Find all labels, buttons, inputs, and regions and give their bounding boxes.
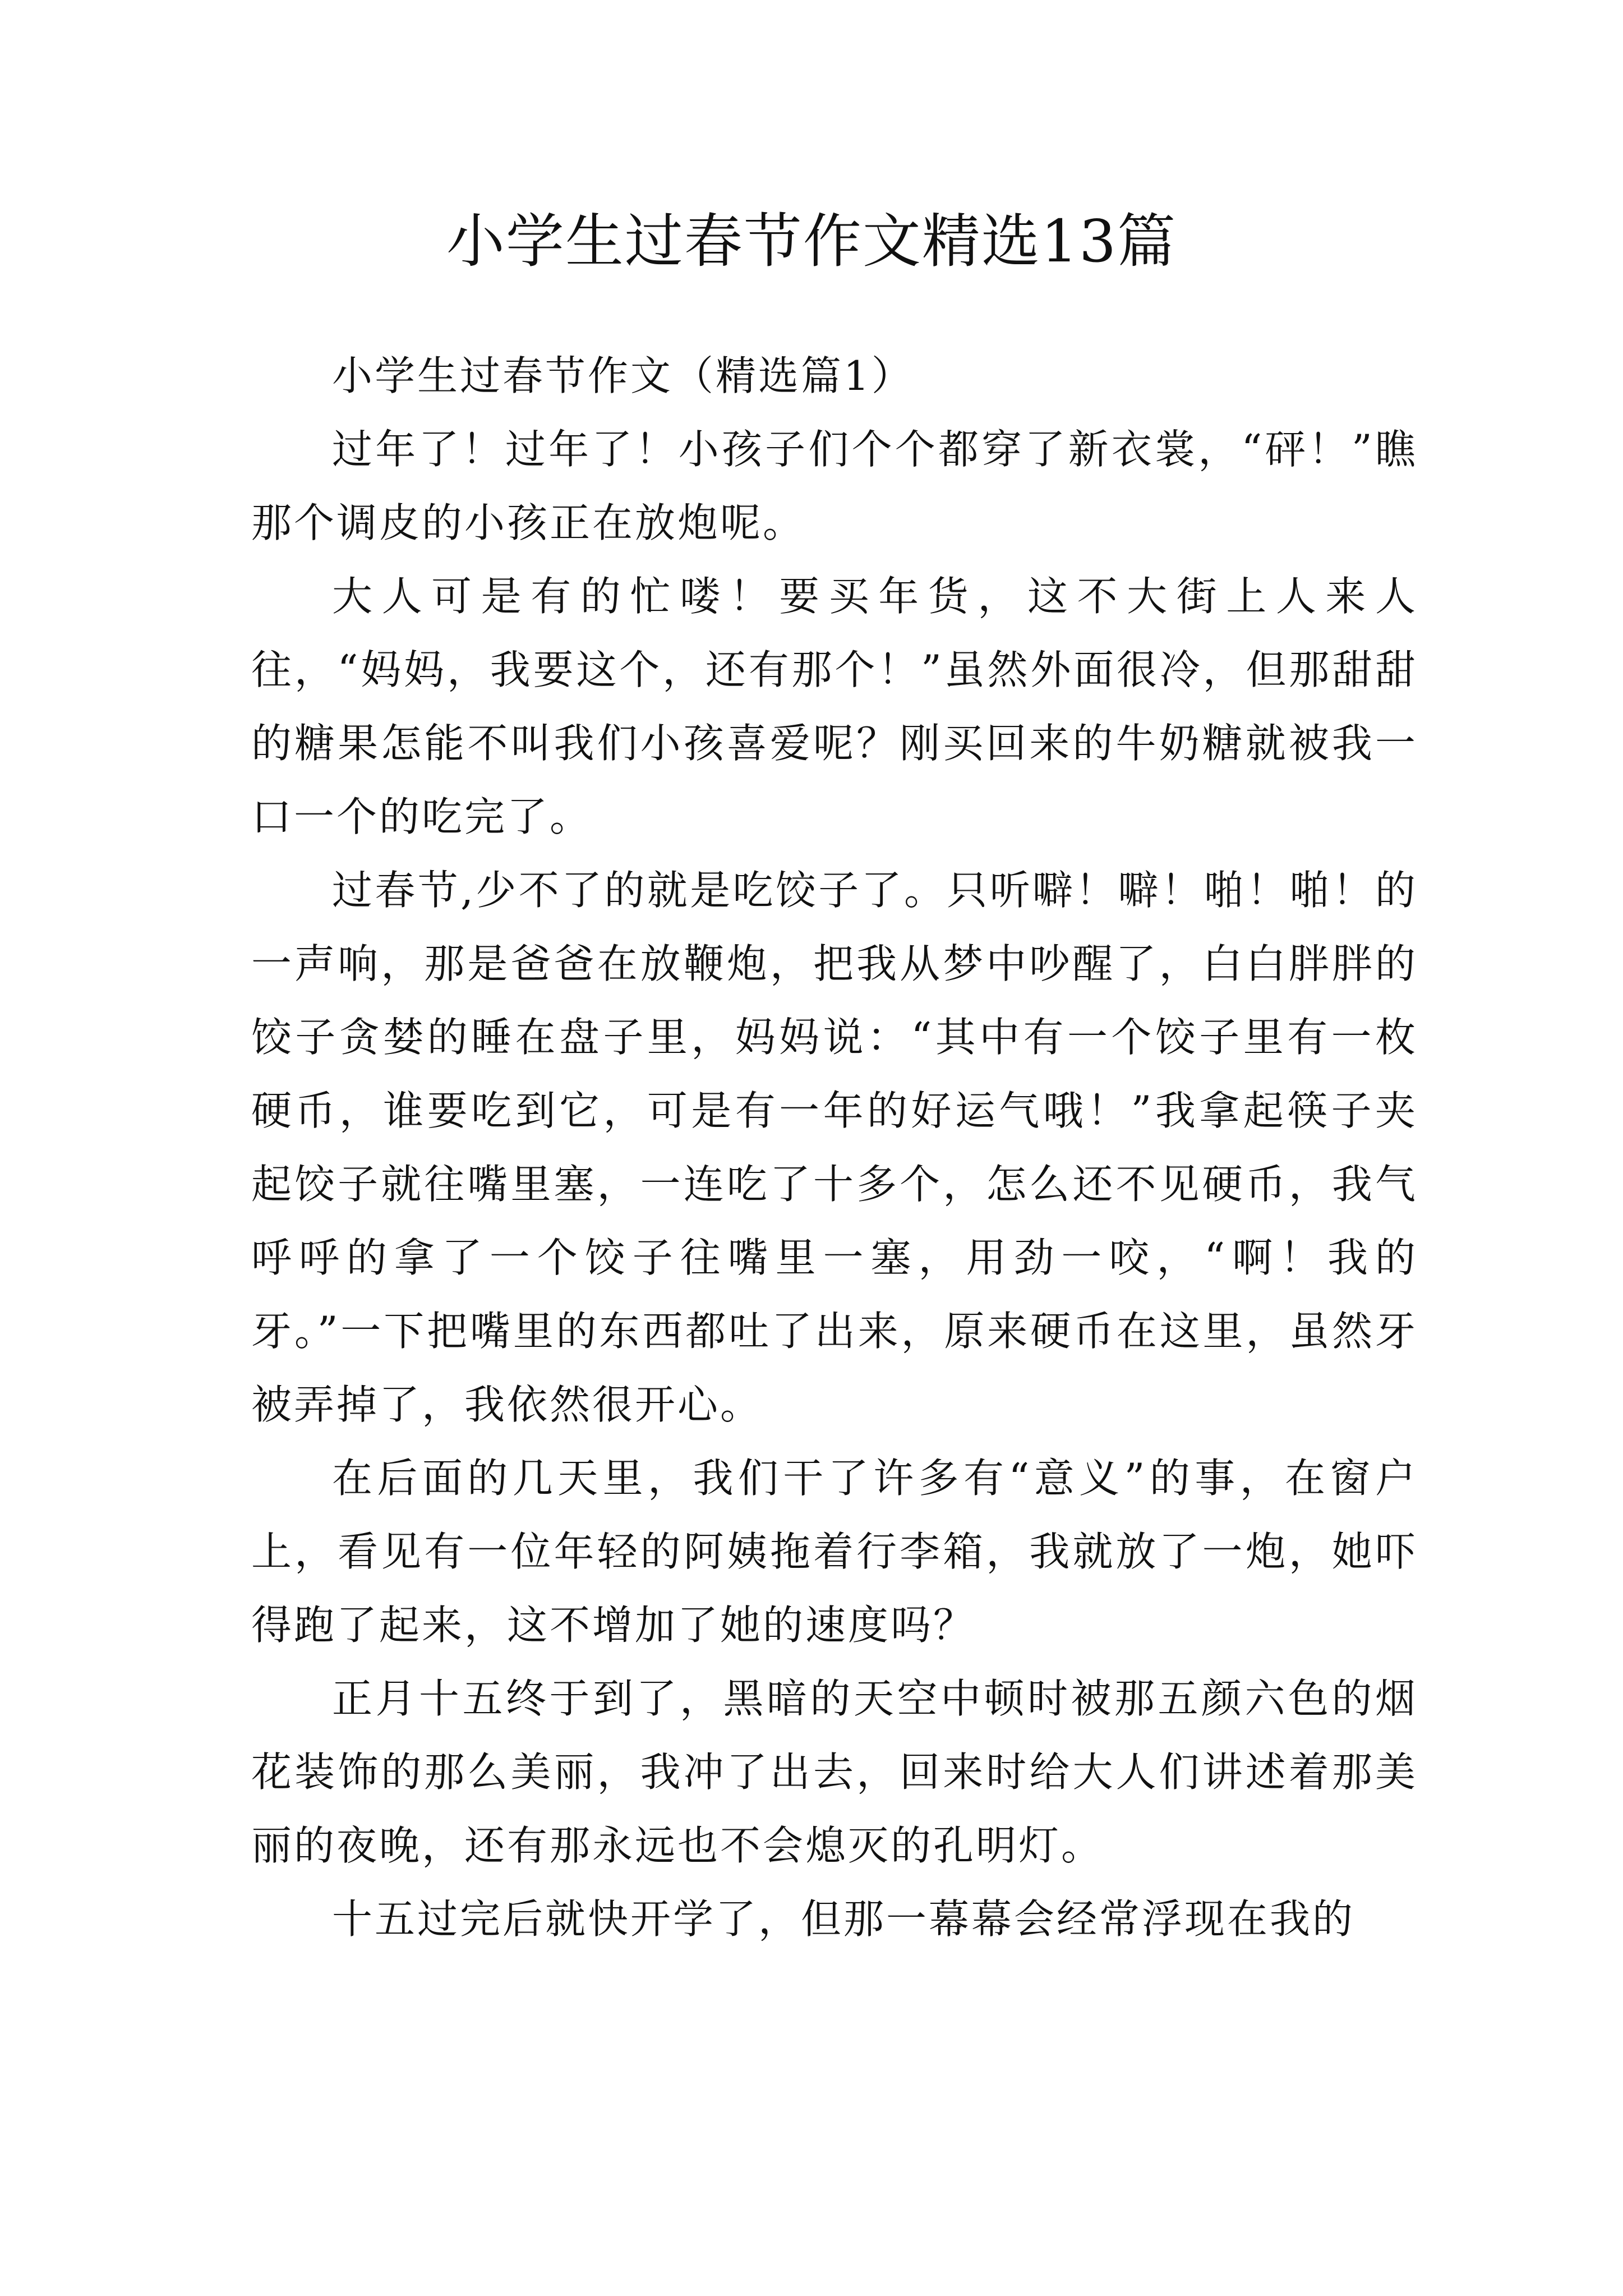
section-heading: 小学生过春节作文（精选篇1） [332,352,914,399]
paragraph-4: 在后面的几天里，我们干了许多有“意义”的事，在窗户上，看见有一位年轻的阿姨拖着行李箱，我就放了一炮，她吓得跑了起来，这不增加了她的速度吗？ [251,1455,1418,1649]
paragraph-2: 大人可是有的忙喽！要买年货，这不大街上人来人往，“妈妈，我要这个，还有那个！”虽然外面很冷，但那甜甜的糖果怎能不叫我们小孩喜爱呢？刚买回来的牛奶糖就被我一口一个的吃完了。 [251,573,1418,840]
paragraph-3: 过春节,少不了的就是吃饺子了。只听噼！噼！啪！啪！的一声响，那是爸爸在放鞭炮，把我从梦中吵醒了，白白胖胖的饺子贪婪的睡在盘子里，妈妈说：“其中有一个饺子里有一枚硬币，谁要吃到它，可是有一年的好运气哦！”我拿起筷子夹起饺子就往嘴里塞，一连吃了十多个，怎么还不见硬币，我气呼呼的拿了一个饺子往嘴里一塞，用劲一咬，“啊！我的牙。”一下把嘴里的东西都吐了出来，原来硬币在这里，虽然牙被弄掉了，我依然很开心。 [251,867,1418,1428]
paragraph-5: 正月十五终于到了，黑暗的天空中顿时被那五颜六色的烟花装饰的那么美丽，我冲了出去，回来时给大人们讲述着那美丽的夜晚，还有那永远也不会熄灭的孔明灯。 [251,1675,1418,1869]
paragraph-6: 十五过完后就快开学了，但那一幕幕会经常浮现在我的 [332,1895,1355,1943]
document-body [251,339,1418,1956]
paragraph-1: 过年了！过年了！小孩子们个个都穿了新衣裳，“砰！”瞧那个调皮的小孩正在放炮呢。 [251,426,1418,546]
document-title: 小学生过春节作文精选13篇 [446,207,1177,275]
